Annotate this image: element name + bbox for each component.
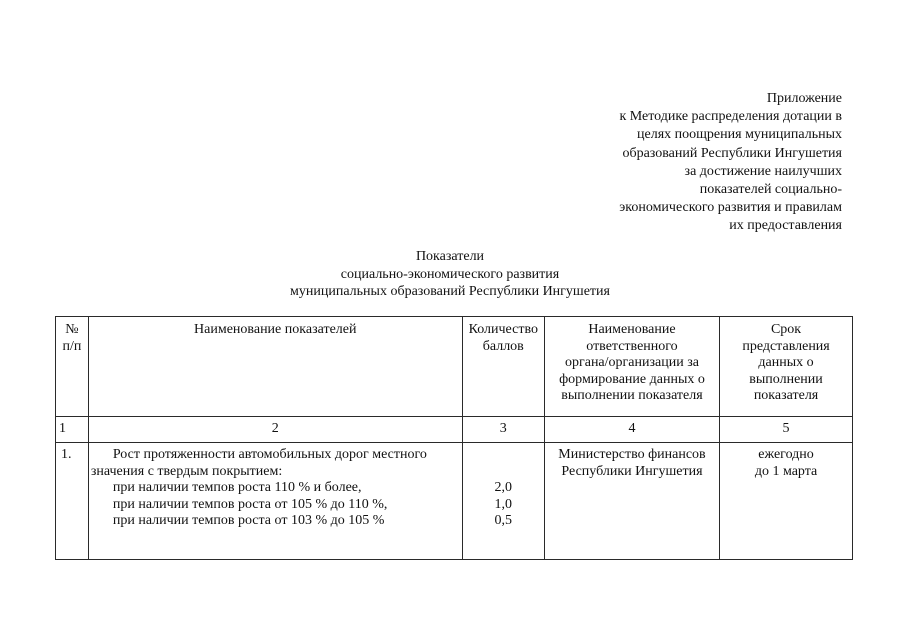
header-text: ответственного (586, 338, 678, 354)
title-line: муниципальных образований Республики Ингушетия (290, 284, 610, 299)
header-text: выполнении показателя (561, 388, 703, 404)
indicator-line: значения с твердым покрытием: (90, 463, 283, 479)
appendix-line: образований Республики Ингушетия (622, 145, 842, 161)
column-number: 2 (88, 417, 462, 443)
table-row (56, 443, 853, 560)
column-number: 1 (56, 417, 89, 443)
appendix-note (582, 90, 842, 236)
column-number-row (56, 417, 853, 443)
header-indicator-name (88, 317, 462, 417)
header-text: № (65, 322, 79, 337)
document-title (200, 248, 700, 301)
appendix-line: Приложение (766, 91, 842, 106)
header-text: баллов (482, 338, 524, 354)
header-text: показателя (753, 388, 819, 404)
appendix-line: за достижение наилучших (684, 163, 842, 179)
header-deadline (720, 317, 853, 417)
deadline-line: до 1 марта (754, 463, 818, 479)
responsible-line: Министерство финансов (558, 447, 706, 462)
header-text: п/п (62, 338, 82, 354)
indicators-table (55, 316, 853, 560)
header-text: формирование данных о (559, 371, 705, 387)
title-line: Показатели (415, 249, 485, 264)
header-text: Срок (770, 322, 802, 337)
header-text: выполнении (749, 371, 823, 387)
column-number: 3 (462, 417, 544, 443)
responsible-organization (544, 443, 719, 560)
header-text: Наименование (588, 322, 676, 337)
header-text: Наименование показателей (194, 322, 357, 337)
appendix-line: экономического развития и правилам (619, 200, 842, 216)
indicator-line: при наличии темпов роста от 105 % до 110 %, (112, 496, 388, 512)
deadline (720, 443, 853, 560)
header-text: данных о (758, 355, 814, 371)
header-text: Количество (468, 322, 538, 337)
appendix-line: их предоставления (729, 218, 842, 234)
points-value: 2,0 (494, 480, 513, 496)
header-points (462, 317, 544, 417)
points-value: 0,5 (494, 513, 513, 529)
column-number: 5 (720, 417, 853, 443)
column-number: 4 (544, 417, 719, 443)
table-header-row (56, 317, 853, 417)
indicator-line: Рост протяженности автомобильных дорог местного (112, 447, 427, 462)
header-text: представления (742, 338, 830, 354)
indicator-line: при наличии темпов роста от 103 % до 105 % (112, 513, 385, 529)
title-line: социально-экономического развития (340, 266, 560, 282)
responsible-line: Республики Ингушетия (561, 463, 703, 479)
appendix-line: к Методике распределения дотации в (619, 109, 842, 125)
row-number: 1. (56, 443, 89, 560)
indicator-line: при наличии темпов роста 110 % и более, (112, 480, 362, 496)
appendix-line: показателей социально- (699, 182, 842, 198)
header-number (56, 317, 89, 417)
points-value: 1,0 (494, 496, 513, 512)
deadline-line: ежегодно (758, 447, 814, 462)
points-cell (462, 443, 544, 560)
header-responsible (544, 317, 719, 417)
header-text: органа/организации за (564, 355, 699, 371)
indicator-description (88, 443, 462, 560)
appendix-line: целях поощрения муниципальных (637, 127, 842, 143)
